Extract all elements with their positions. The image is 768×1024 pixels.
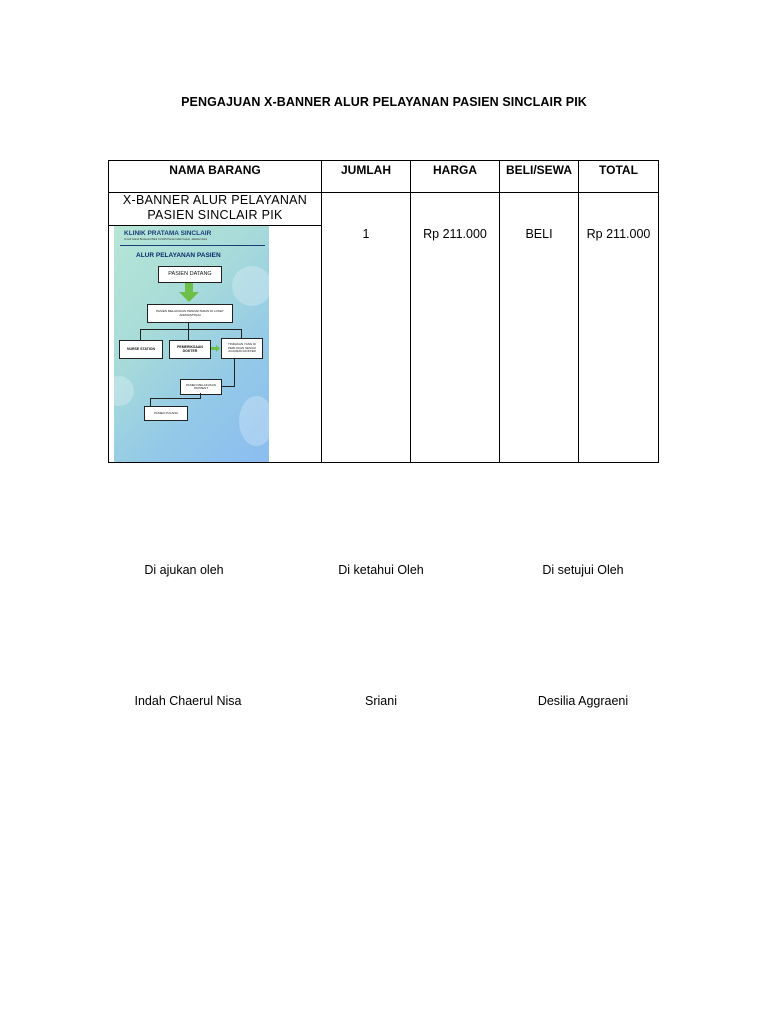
step-home: PASIEN PULANG — [144, 406, 188, 421]
item-total: Rp 211.000 — [579, 193, 659, 463]
known-by-label: Di ketahui Oleh — [338, 563, 424, 577]
step-register: PASIEN MELAKUKAN PENDAFTARAN DI LOKET ADMINISTRASI — [147, 304, 233, 323]
item-jumlah: 1 — [322, 193, 411, 463]
table-header-row — [109, 161, 659, 193]
decor-blob — [114, 376, 134, 406]
xbanner-image — [114, 226, 269, 462]
item-name-line1: X-BANNER ALUR PELAYANAN — [122, 193, 308, 207]
table-row — [109, 193, 659, 226]
step-payment: PASIEN MELAKUKAN PAYMENT — [180, 379, 222, 395]
submitted-by-label: Di ajukan oleh — [144, 563, 224, 577]
step-therapy: TINDAKAN YANG DI PERLUKAN SESUAI ANJURAN DOKTER — [221, 338, 263, 359]
step-arrive: PASIEN DATANG — [158, 266, 222, 283]
item-name-cell — [109, 193, 322, 226]
green-arrow-right-icon — [211, 345, 221, 352]
approved-by-label: Di setujui Oleh — [542, 563, 624, 577]
step-nurse: NURSE STATION — [119, 340, 163, 359]
item-harga: Rp 211.000 — [411, 193, 500, 463]
flow-line — [188, 329, 189, 340]
banner-clinic-name: KLINIK PRATAMA SINCLAIR — [124, 230, 212, 237]
item-name-line2: PASIEN SINCLAIR PIK — [147, 208, 283, 222]
document-title: PENGAJUAN X-BANNER ALUR PELAYANAN PASIEN SINCLAIR PIK — [181, 95, 587, 109]
header-jumlah: JUMLAH — [322, 161, 411, 193]
item-table — [108, 160, 659, 463]
banner-heading: ALUR PELAYANAN PASIEN — [136, 252, 221, 259]
flow-line — [150, 398, 151, 406]
header-nama-barang: NAMA BARANG — [109, 161, 322, 193]
flow-line — [140, 329, 141, 340]
item-beli-sewa: BELI — [500, 193, 579, 463]
flow-line — [234, 358, 235, 386]
green-arrow-icon — [178, 283, 200, 303]
approved-by-name: Desilia Aggraeni — [537, 694, 629, 708]
flow-line — [188, 322, 189, 329]
decor-blob — [232, 266, 269, 306]
step-exam: PEMERIKSAAN DOKTER — [169, 340, 211, 359]
decor-blob — [239, 396, 269, 446]
header-total: TOTAL — [579, 161, 659, 193]
item-image-cell — [109, 226, 322, 463]
banner-divider — [120, 245, 265, 246]
known-by-name: Sriani — [365, 694, 397, 708]
banner-address: Jl.Golf Island Boulevard Blok CLS/25 Pantai Indah Kapuk, Jakarta Utara — [124, 238, 207, 241]
header-beli-sewa: BELI/SEWA — [500, 161, 579, 193]
flow-line — [140, 329, 242, 330]
flow-line — [220, 386, 235, 387]
flow-line — [200, 393, 201, 399]
submitted-by-name: Indah Chaerul Nisa — [134, 694, 242, 708]
flow-line — [150, 398, 200, 399]
header-harga: HARGA — [411, 161, 500, 193]
